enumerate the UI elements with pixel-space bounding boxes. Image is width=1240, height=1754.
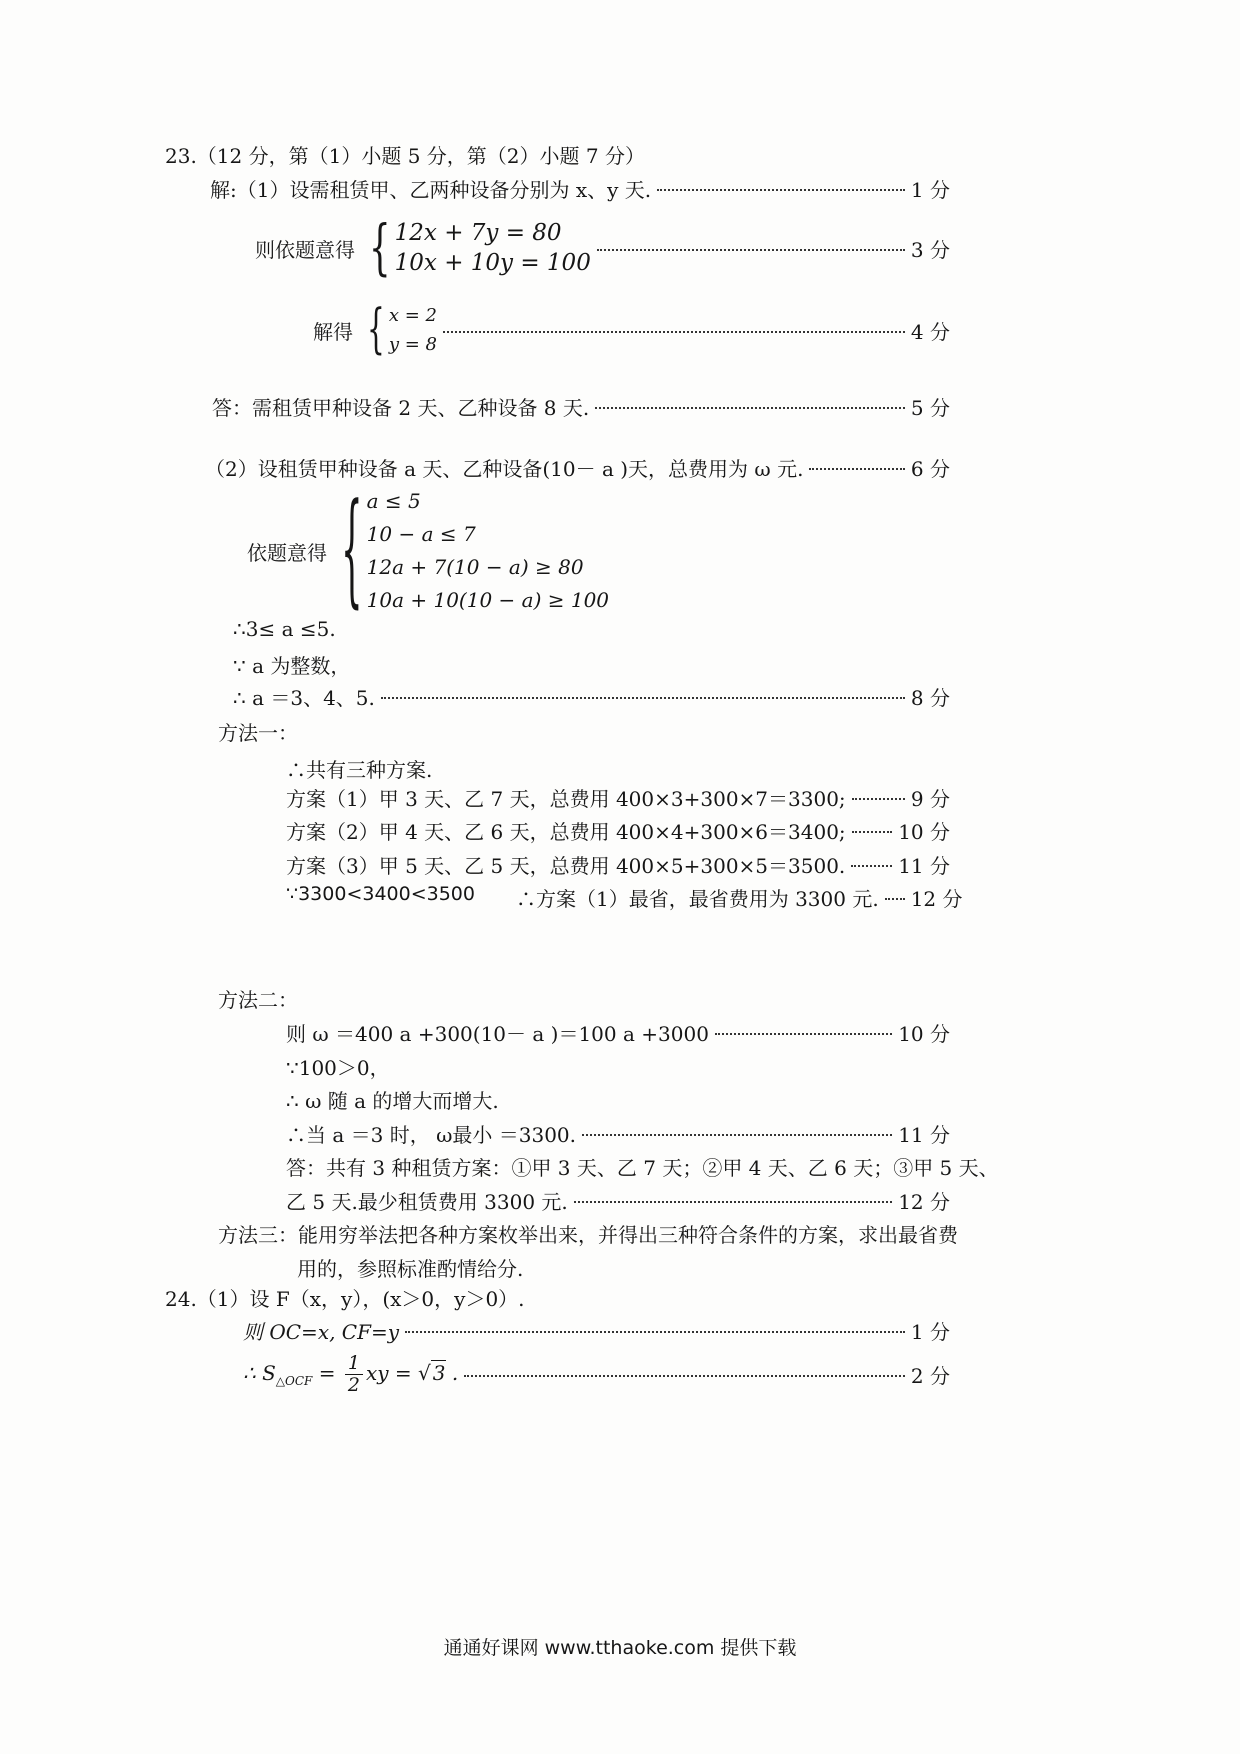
score-mark: 11 分: [898, 854, 950, 878]
method-2-cost-function: [286, 1017, 950, 1051]
conclusion-text: ∴方案（1）最省，最省费用为 3300 元.: [516, 887, 879, 911]
cost-comparison: ∵3300<3400<3500: [286, 883, 475, 905]
method-2-answer-line-2: [286, 1185, 950, 1219]
values-text: ∴ a ＝3、4、5.: [233, 686, 375, 710]
q24-line-1: 24.（1）设 F（x，y），(x＞0，y＞0）.: [165, 1287, 525, 1311]
method-3-line-1: 方法三：能用穷举法把各种方案枚举出来，并得出三种符合条件的方案，求出最省费: [218, 1223, 958, 1247]
equations: [395, 218, 591, 278]
solution-values: [389, 301, 437, 359]
leader-dots: [582, 1134, 892, 1136]
solution-label: 解得: [313, 319, 353, 344]
range-result: ∴3≤ a ≤5.: [233, 617, 336, 641]
plan-1: [286, 782, 950, 816]
increasing-note: ∴ ω 随 a 的增大而增大.: [286, 1089, 499, 1113]
left-brace: {: [369, 213, 391, 283]
q23-header: 23.（12 分，第（1）小题 5 分，第（2）小题 7 分）: [165, 144, 645, 168]
method-1-title: 方法一：: [218, 721, 298, 745]
leader-dots: [852, 831, 893, 833]
score-mark: 4 分: [910, 319, 950, 344]
plan-text: 方案（2）甲 4 天、乙 6 天，总费用 400×4+300×6＝3400;: [286, 820, 846, 844]
method-2-title: 方法二：: [218, 988, 298, 1012]
equation-2: 10x + 10y = 100: [394, 250, 591, 276]
part2-text: （2）设租赁甲种设备 a 天、乙种设备(10－ a )天，总费用为 ω 元.: [205, 457, 804, 481]
leader-dots: [595, 407, 905, 409]
score-mark: 2 分: [910, 1363, 950, 1388]
q23-answer-1: [212, 391, 950, 425]
inequality-2: 10 − a ≤ 7: [366, 522, 476, 546]
left-brace: {: [367, 297, 385, 361]
inequality-system: [247, 479, 610, 623]
plan-3: [286, 849, 950, 883]
score-mark: 12 分: [898, 1190, 950, 1214]
score-mark: 6 分: [910, 457, 950, 481]
system-label: 则依题意得: [255, 237, 355, 262]
solution-system-1: [313, 297, 950, 361]
answer-text: 答：需租赁甲种设备 2 天、乙种设备 8 天.: [212, 396, 590, 420]
solution-x: x = 2: [388, 305, 437, 326]
q24-line-2: [243, 1315, 950, 1349]
equation-1: 12x + 7y = 80: [394, 220, 562, 246]
minimum-cost: [286, 1118, 950, 1152]
system-label: 依题意得: [247, 540, 327, 565]
segment-text: 则 OC=x, CF=y: [243, 1320, 400, 1344]
score-mark: 1 分: [910, 1320, 950, 1344]
score-mark: 9 分: [910, 787, 950, 811]
score-mark: 11 分: [898, 1123, 950, 1147]
score-mark: 8 分: [910, 686, 950, 710]
score-mark: 1 分: [910, 178, 950, 202]
score-mark: 5 分: [910, 396, 950, 420]
equation-system-1: [255, 213, 950, 283]
leader-dots: [851, 865, 892, 867]
plan-text: 方案（1）甲 3 天、乙 7 天，总费用 400×3+300×7＝3300;: [286, 787, 846, 811]
inequality-4: 10a + 10(10 − a) ≥ 100: [366, 588, 610, 612]
leader-dots: [597, 249, 905, 251]
minimum-text: ∴当 a ＝3 时， ω最小 ＝3300.: [286, 1123, 576, 1147]
score-mark: 3 分: [910, 237, 950, 262]
leader-dots: [405, 1331, 905, 1333]
score-mark: 10 分: [898, 820, 950, 844]
inequality-3: 12a + 7(10 − a) ≥ 80: [366, 555, 584, 579]
site-footer: 通通好课网 www.tthaoke.com 提供下载: [443, 1637, 797, 1659]
solution-y: y = 8: [388, 334, 437, 355]
q23-values: [233, 681, 950, 715]
leader-dots: [809, 468, 904, 470]
q23-line-setup: [210, 173, 950, 207]
left-brace: {: [341, 479, 363, 623]
method-3-line-2: 用的，参照标准酌情给分.: [297, 1257, 524, 1281]
integer-note: ∵ a 为整数，: [233, 654, 351, 678]
leader-dots: [852, 798, 905, 800]
half-fraction: $\frac{1}{2}$: [345, 1353, 363, 1396]
method-1-intro: ∴共有三种方案.: [286, 758, 433, 782]
inequality-1: a ≤ 5: [366, 489, 421, 513]
q23-part2-setup: [205, 452, 950, 486]
plan-text: 方案（3）甲 5 天、乙 5 天，总费用 400×5+300×5＝3500.: [286, 854, 846, 878]
leader-dots: [715, 1033, 892, 1035]
score-mark: 12 分: [910, 887, 963, 911]
slope-positive: ∵100＞0，: [286, 1056, 390, 1080]
leader-dots: [657, 189, 905, 191]
answer-text: 乙 5 天.最少租赁费用 3300 元.: [286, 1190, 568, 1214]
method-1-conclusion: [516, 882, 963, 916]
leader-dots: [381, 697, 905, 699]
area-formula: ∴ $S_{\triangle OCF}$ = $\frac{1}{2}$ xy = √ 3 .: [243, 1351, 459, 1396]
leader-dots: [574, 1201, 892, 1203]
inequalities: [367, 485, 609, 617]
score-mark: 10 分: [898, 1022, 950, 1046]
q24-area-line: [243, 1346, 950, 1402]
leader-dots: [885, 898, 905, 900]
leader-dots: [443, 331, 905, 333]
plan-2: [286, 815, 950, 849]
method-2-answer-line-1: 答：共有 3 种租赁方案：①甲 3 天、乙 7 天；②甲 4 天、乙 6 天；③甲 5 天、: [286, 1156, 999, 1180]
setup-text: 解:（1）设需租赁甲、乙两种设备分别为 x、y 天.: [210, 178, 652, 202]
leader-dots: [464, 1375, 905, 1377]
function-text: 则 ω ＝400 a +300(10－ a )＝100 a +3000: [286, 1022, 709, 1046]
